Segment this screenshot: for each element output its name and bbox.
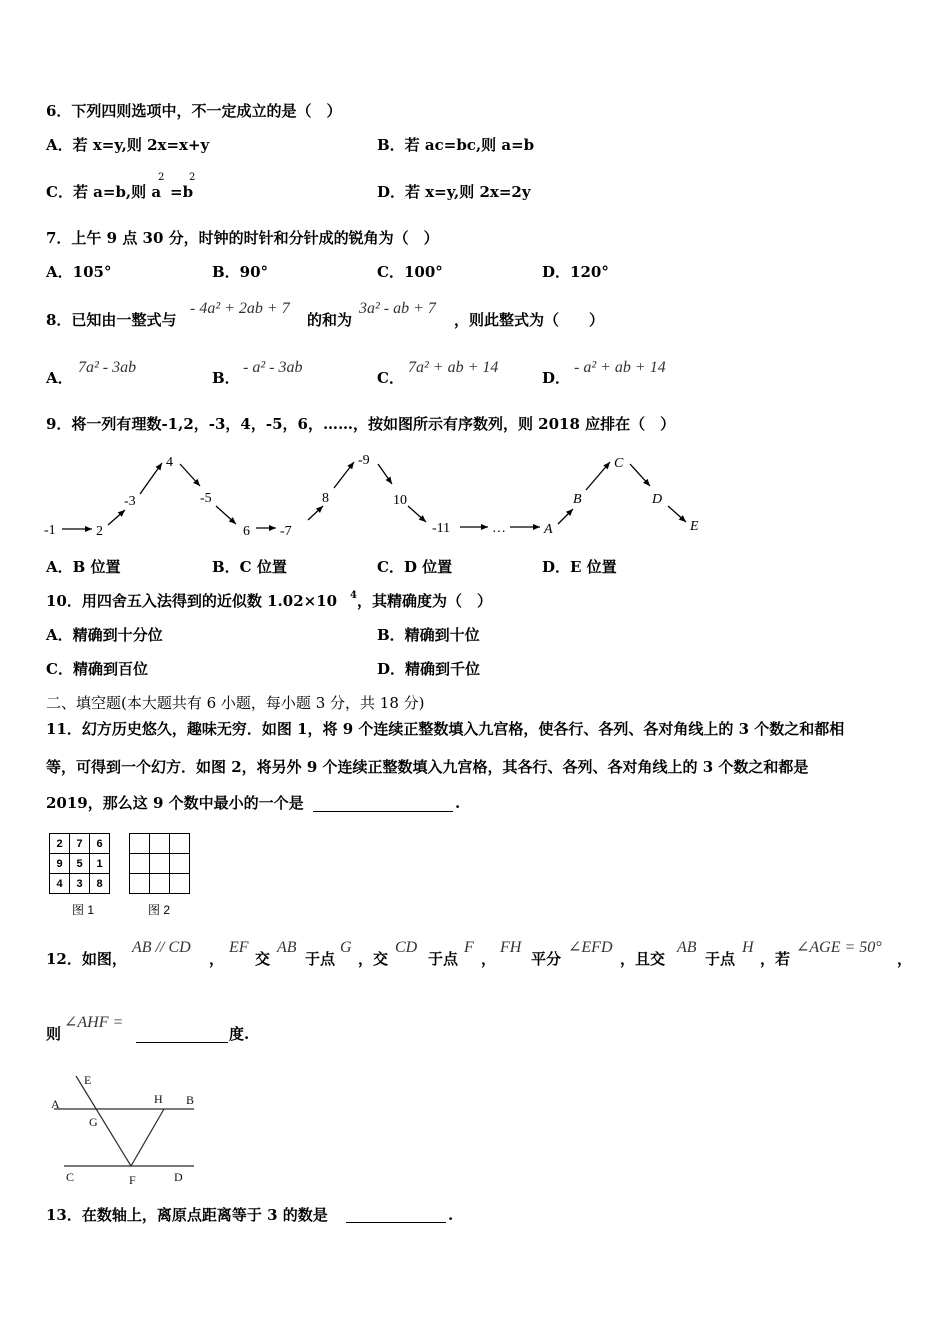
grid1-cell: 6	[90, 834, 110, 854]
q11-line-2: 等，可得到一个幻方．如图 2，将另外 9 个连续正整数填入九宫格，其各行、各列、各对角线上的 3 个数之和都是	[46, 758, 809, 776]
q12-text-9: ，且交	[620, 950, 666, 968]
q9-zigzag-figure	[40, 446, 720, 546]
q9-label-10: 10	[393, 493, 407, 508]
q9-label-neg9: -9	[358, 453, 370, 468]
q13-answer-blank[interactable]	[346, 1222, 446, 1223]
q8-option-b-expression: - a² - 3ab	[243, 359, 303, 376]
q12-math-h: H	[742, 939, 754, 956]
q8-option-b-label: B．	[212, 369, 240, 387]
grid1-cell: 7	[70, 834, 90, 854]
q12-math-angle-ahf: ∠AHF =	[64, 1014, 124, 1031]
q10-option-c: C．精确到百位	[46, 660, 148, 678]
q11-figure-1-caption: 图 1	[72, 903, 95, 917]
q9-option-b: B．C 位置	[212, 558, 287, 576]
q9-option-a: A．B 位置	[46, 558, 121, 576]
q8-option-c-label: C．	[377, 369, 404, 387]
q8-option-c-expression: 7a² + ab + 14	[408, 359, 499, 376]
q10-option-a: A．精确到十分位	[46, 626, 163, 644]
grid1-cell: 1	[90, 854, 110, 874]
q12-text-2: ，	[209, 950, 225, 968]
q9-label-b: B	[573, 492, 582, 507]
q10-exponent: 4	[350, 590, 357, 601]
section-2-title: 二、填空题(本大题共有 6 小题，每小题 3 分，共 18 分)	[46, 694, 425, 712]
q12-math-ab-2: AB	[677, 939, 697, 956]
q12-ask-end: 度.	[229, 1025, 250, 1043]
grid2-cell	[130, 854, 150, 874]
q7-option-a: A．105°	[46, 263, 112, 281]
q12-math-angle-efd: ∠EFD	[568, 939, 613, 956]
q6-option-c: C．若 a=b,则 a	[46, 183, 162, 201]
grid2-cell	[170, 874, 190, 894]
q12-label-b: B	[186, 1093, 195, 1107]
q9-option-d: D．E 位置	[542, 558, 617, 576]
q12-text-5: ，交	[358, 950, 389, 968]
q9-label-neg7: -7	[280, 524, 292, 539]
q9-label-d: D	[652, 492, 663, 507]
grid2-cell	[150, 834, 170, 854]
q12-text-12: ，	[897, 950, 913, 968]
q9-label-4: 4	[166, 455, 173, 470]
q13-period: .	[448, 1206, 454, 1224]
grid2-cell	[130, 874, 150, 894]
q12-text-6: 于点	[428, 950, 459, 968]
q8-stem-start: 8．已知由一整式与	[46, 311, 177, 329]
q12-label-c: C	[66, 1170, 75, 1184]
q9-label-c: C	[614, 456, 624, 471]
grid2-cell	[150, 874, 170, 894]
q9-label-neg11: -11	[432, 521, 451, 536]
q6-option-d: D．若 x=y,则 2x=2y	[377, 183, 531, 201]
q8-stem-end: ，则此整式为（ ）	[454, 311, 605, 329]
q7-option-d: D．120°	[542, 263, 609, 281]
q8-option-d-expression: - a² + ab + 14	[574, 359, 666, 376]
q6-option-b: B．若 ac=bc,则 a=b	[377, 136, 535, 154]
q12-label-e: E	[84, 1073, 92, 1087]
q12-text-4: 于点	[305, 950, 336, 968]
q10-option-b: B．精确到十位	[377, 626, 480, 644]
q6-option-a: A．若 x=y,则 2x=x+y	[46, 136, 210, 154]
grid2-cell	[150, 854, 170, 874]
grid2-cell	[170, 854, 190, 874]
q12-text-7: ，	[481, 950, 497, 968]
grid1-cell: 8	[90, 874, 110, 894]
q12-label-d: D	[174, 1170, 183, 1184]
q11-figure-2-caption: 图 2	[148, 903, 171, 917]
q6-option-c-equals: =b	[170, 183, 194, 201]
q12-math-g: G	[340, 939, 352, 956]
q12-geometry-figure	[46, 1066, 206, 1190]
q7-option-c: C．100°	[377, 263, 443, 281]
q12-label-f: F	[129, 1173, 136, 1187]
q11-line-1: 11．幻方历史悠久，趣味无穷．如图 1，将 9 个连续正整数填入九宫格，使各行、各列、各对角线上的 3 个数之和都相	[46, 720, 845, 738]
q7-stem: 7．上午 9 点 30 分，时钟的时针和分针成的锐角为（ ）	[46, 229, 439, 247]
grid2-cell	[130, 834, 150, 854]
q12-math-angle-age: ∠AGE = 50°	[796, 939, 882, 956]
q12-text-1: 12．如图，	[46, 950, 127, 968]
q12-label-h: H	[154, 1092, 163, 1106]
q12-text-10: 于点	[705, 950, 736, 968]
q11-magic-square-figure-1	[49, 833, 110, 894]
q12-math-ef: EF	[229, 939, 249, 956]
q9-label-neg5: -5	[200, 491, 212, 506]
q12-text-3: 交	[255, 950, 271, 968]
q12-text-8: 平分	[531, 950, 562, 968]
q10-option-d: D．精确到千位	[377, 660, 481, 678]
q11-answer-blank[interactable]	[313, 811, 453, 812]
q11-period: .	[455, 794, 461, 812]
q8-option-a-expression: 7a² - 3ab	[78, 359, 137, 376]
q9-label-ellipsis: …	[492, 521, 506, 536]
q11-line-3: 2019，那么这 9 个数中最小的一个是	[46, 794, 304, 812]
grid1-cell: 2	[50, 834, 70, 854]
grid1-cell: 4	[50, 874, 70, 894]
q12-label-a: A	[51, 1097, 60, 1111]
q12-math-f: F	[464, 939, 474, 956]
q12-label-g: G	[89, 1115, 98, 1129]
q9-label-e: E	[690, 519, 699, 534]
q12-math-ab: AB	[277, 939, 297, 956]
q12-text-11: ，若	[760, 950, 791, 968]
q9-label-2: 2	[96, 524, 103, 539]
q13-stem: 13．在数轴上，离原点距离等于 3 的数是	[46, 1206, 328, 1224]
q6-option-c-exponent-1: 2	[158, 172, 165, 183]
q7-option-b: B．90°	[212, 263, 269, 281]
grid1-cell: 5	[70, 854, 90, 874]
q9-label-8: 8	[322, 491, 329, 506]
q10-stem-start: 10．用四舍五入法得到的近似数 1.02×10	[46, 592, 338, 610]
q12-math-ab-parallel-cd: AB // CD	[132, 939, 191, 956]
q8-option-d-label: D．	[542, 369, 571, 387]
q8-expression-1: - 4a² + 2ab + 7	[190, 300, 290, 317]
q6-option-c-exponent-2: 2	[189, 172, 196, 183]
grid1-cell: 9	[50, 854, 70, 874]
q9-label-neg1: -1	[44, 523, 56, 538]
q9-label-neg3: -3	[124, 494, 136, 509]
q8-option-a-label: A．	[46, 369, 73, 387]
q6-stem: 6．下列四则选项中，不一定成立的是（ ）	[46, 102, 342, 120]
q8-stem-middle: 的和为	[307, 311, 353, 329]
grid2-cell	[170, 834, 190, 854]
q11-magic-square-figure-2	[129, 833, 190, 894]
q8-expression-2: 3a² - ab + 7	[359, 300, 436, 317]
q9-stem: 9．将一列有理数-1,2，-3，4，-5，6，……，按如图所示有序数列，则 2018 应排在（ ）	[46, 415, 676, 433]
q12-math-cd: CD	[395, 939, 418, 956]
q12-ask-start: 则	[46, 1025, 62, 1043]
q10-stem-end: ，其精确度为（ ）	[357, 592, 493, 610]
q12-answer-blank[interactable]	[136, 1042, 228, 1043]
q9-label-6: 6	[243, 524, 250, 539]
q9-option-c: C．D 位置	[377, 558, 453, 576]
grid1-cell: 3	[70, 874, 90, 894]
q9-label-a: A	[544, 522, 553, 537]
q12-math-fh: FH	[500, 939, 522, 956]
